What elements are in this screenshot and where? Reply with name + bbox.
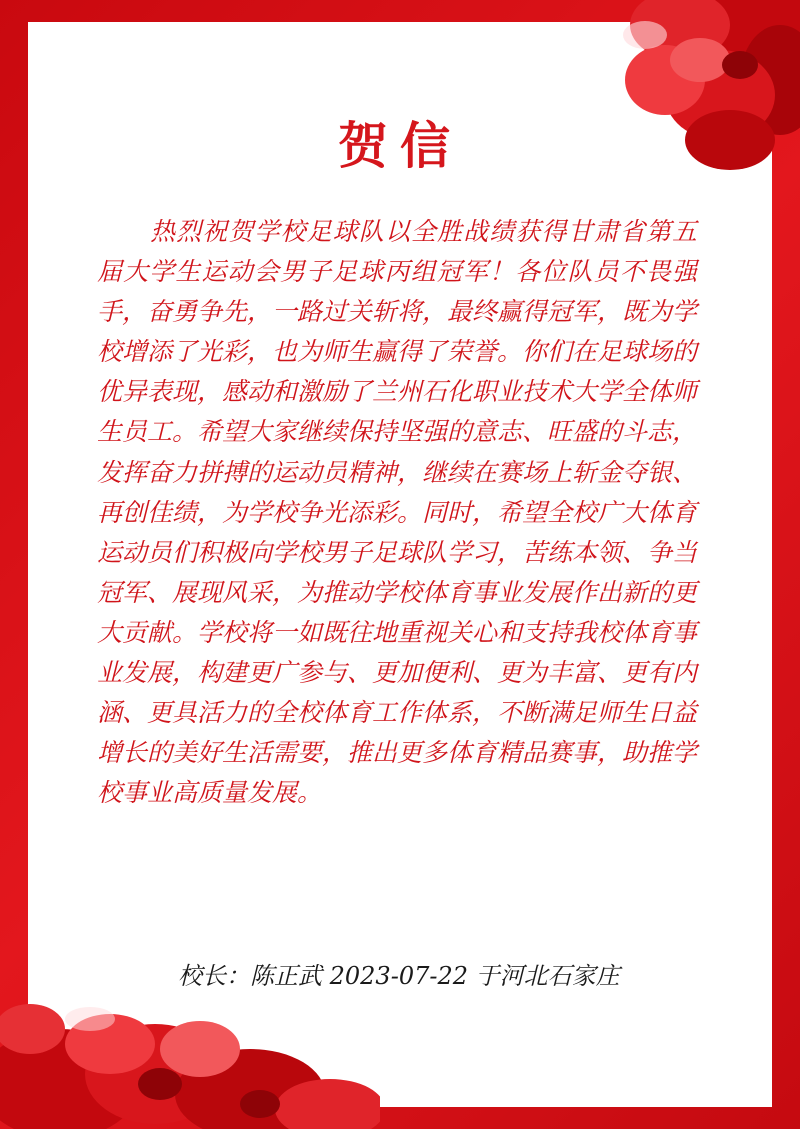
letter-body (97, 212, 697, 813)
red-flower-decoration-bottom-left (0, 989, 380, 1129)
signature-line: 校长：陈正武 2023-07-22 于河北石家庄 (178, 962, 620, 990)
letter-body-text: 热烈祝贺学校足球队以全胜战绩获得甘肃省第五届大学生运动会男子足球丙组冠军！各位队员不畏强手，奋勇争先，一路过关斩将，最终赢得冠军，既为学校增添了光彩，也为师生赢得了荣誉。你们在足球场的优异表现，感动和激励了兰州石化职业技术大学全体师生员工。希望大家继续保持坚强的意志、旺盛的斗志，发挥奋力拼搏的运动员精神，继续在赛场上斩金夺银、再创佳绩，为学校争光添彩。同时，希望全校广大体育运动员们积极向学校男子足球队学习，苦练本领、争当冠军、展现风采，为推动学校体育事业发展作出新的更大贡献。学校将一如既往地重视关心和支持我校体育事业发展，构建更广参与、更加便利、更为丰富、更有内涵、更具活力的全校体育工作体系，不断满足师生日益增长的美好生活需要，推出更多体育精品赛事，助推学校事业高质量发展。 (97, 217, 698, 808)
page-title: 贺信 (338, 116, 462, 175)
